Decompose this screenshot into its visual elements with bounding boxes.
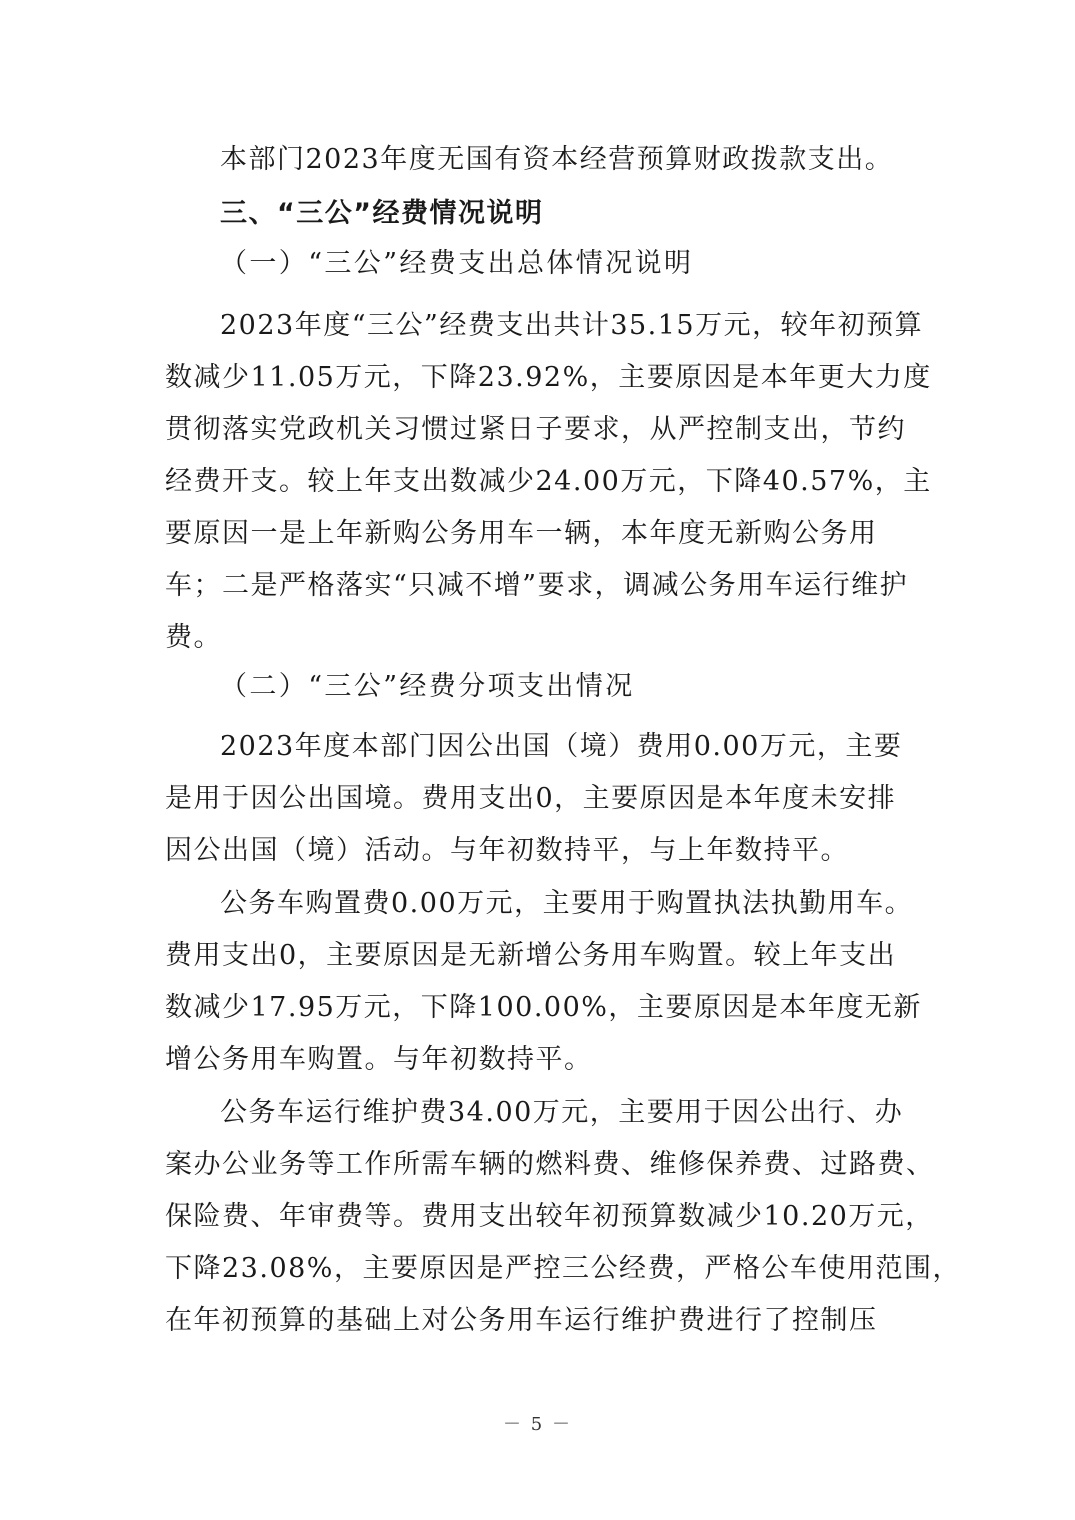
page-number: － 5 －: [503, 1414, 572, 1435]
subsection-heading: （二）“三公”经费分项支出情况: [220, 671, 635, 702]
paragraph-line: 车；二是严格落实“只减不增”要求，调减公务用车运行维护: [165, 570, 909, 601]
paragraph-line: 因公出国（境）活动。与年初数持平，与上年数持平。: [165, 835, 849, 866]
paragraph-line: 费。: [165, 622, 222, 653]
paragraph-line: 在年初预算的基础上对公务用车运行维护费进行了控制压: [165, 1305, 878, 1336]
paragraph-line: 2023年度本部门因公出国（境）费用0.00万元，主要: [220, 731, 903, 762]
paragraph-line: 下降23.08%，主要原因是严控三公经费，严格公车使用范围，: [165, 1253, 961, 1284]
paragraph-line: 数减少17.95万元，下降100.00%，主要原因是本年度无新: [165, 992, 922, 1023]
paragraph-line: 是用于因公出国境。费用支出0，主要原因是本年度未安排: [165, 783, 897, 814]
paragraph-line: 2023年度“三公”经费支出共计35.15万元，较年初预算: [220, 310, 924, 341]
paragraph-line: 公务车运行维护费34.00万元，主要用于因公出行、办: [220, 1097, 904, 1128]
paragraph-line: 增公务用车购置。与年初数持平。: [165, 1044, 593, 1075]
paragraph-line: 经费开支。较上年支出数减少24.00万元，下降40.57%，主: [165, 466, 932, 497]
paragraph-line: 本部门2023年度无国有资本经营预算财政拨款支出。: [220, 144, 894, 175]
paragraph-line: 案办公业务等工作所需车辆的燃料费、维修保养费、过路费、: [165, 1149, 935, 1180]
subsection-heading: （一）“三公”经费支出总体情况说明: [220, 248, 694, 279]
paragraph-line: 保险费、年审费等。费用支出较年初预算数减少10.20万元，: [165, 1201, 934, 1232]
paragraph-line: 费用支出0，主要原因是无新增公务用车购置。较上年支出: [165, 940, 897, 971]
paragraph-line: 公务车购置费0.00万元，主要用于购置执法执勤用车。: [220, 888, 914, 919]
paragraph-line: 要原因一是上年新购公务用车一辆，本年度无新购公务用: [165, 518, 878, 549]
paragraph-line: 数减少11.05万元，下降23.92%，主要原因是本年更大力度: [165, 362, 932, 393]
section-heading: 三、“三公”经费情况说明: [220, 198, 544, 229]
paragraph-line: 贯彻落实党政机关习惯过紧日子要求，从严控制支出，节约: [165, 414, 906, 445]
